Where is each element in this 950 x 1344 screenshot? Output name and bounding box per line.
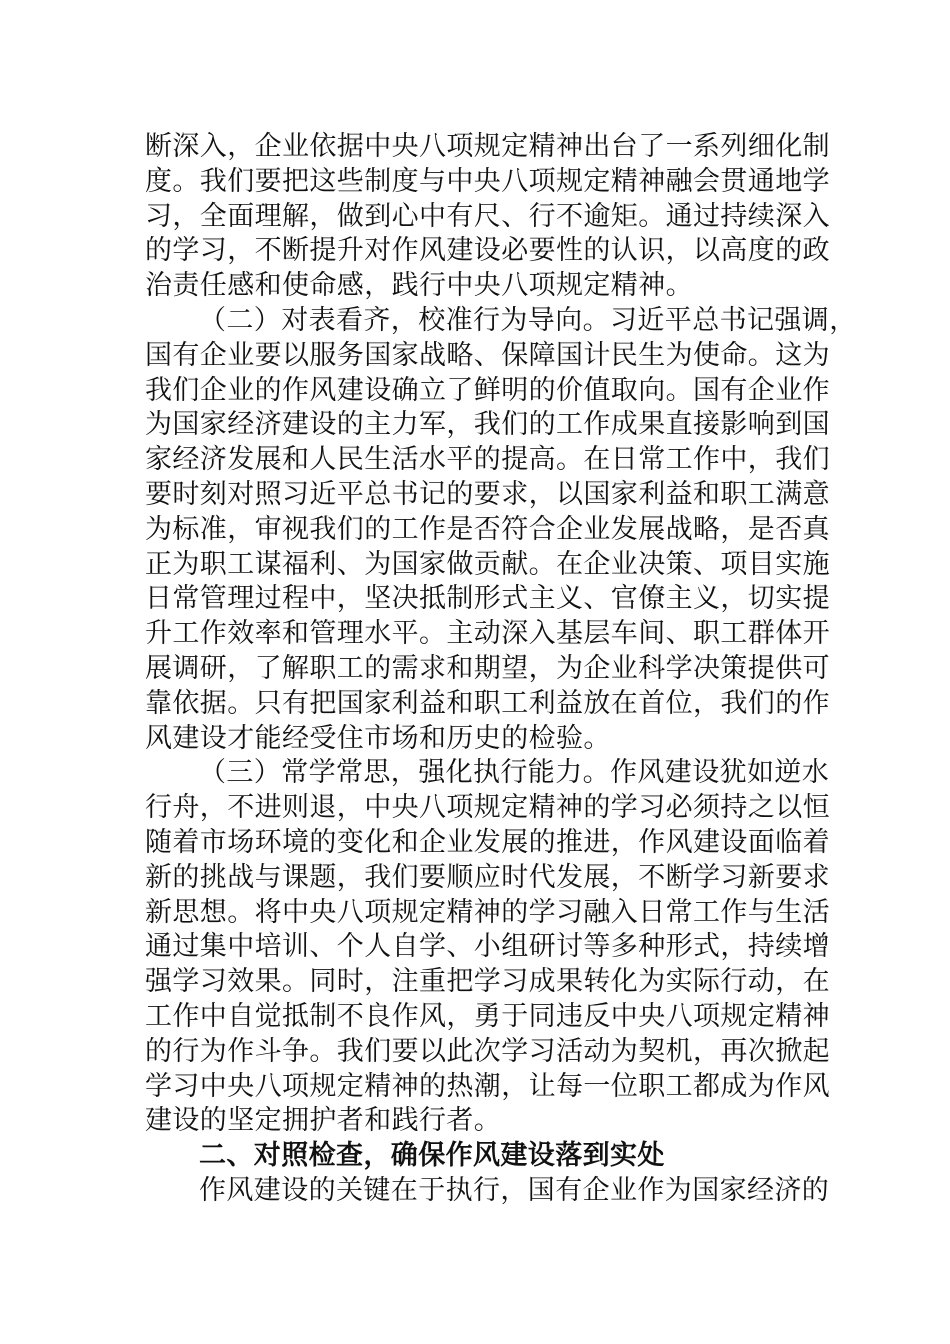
text-line: 靠依据。只有把国家利益和职工利益放在首位，我们的作	[145, 687, 830, 719]
text-line: 强学习效果。同时，注重把学习成果转化为实际行动，在	[145, 966, 830, 998]
text-line: 随着市场环境的变化和企业发展的推进，作风建设面临着	[145, 826, 830, 858]
text-line: 我们企业的作风建设确立了鲜明的价值取向。国有企业作	[145, 374, 830, 406]
text-line: 通过集中培训、个人自学、小组研讨等多种形式，持续增	[145, 931, 830, 963]
text-line: 新思想。将中央八项规定精神的学习融入日常工作与生活	[145, 896, 830, 928]
text-line: 的学习，不断提升对作风建设必要性的认识，以高度的政	[145, 235, 830, 267]
text-line: 为国家经济建设的主力军，我们的工作成果直接影响到国	[145, 409, 830, 441]
text-line: 度。我们要把这些制度与中央八项规定精神融会贯通地学	[145, 165, 830, 197]
text-line: 风建设才能经受住市场和历史的检验。	[145, 722, 611, 754]
text-line: 国有企业要以服务国家战略、保障国计民生为使命。这为	[145, 339, 830, 371]
text-line: 要时刻对照习近平总书记的要求，以国家利益和职工满意	[145, 478, 830, 510]
text-line: 学习中央八项规定精神的热潮，让每一位职工都成为作风	[145, 1070, 830, 1102]
text-line: 家经济发展和人民生活水平的提高。在日常工作中，我们	[145, 444, 830, 476]
text-line: 作风建设的关键在于执行，国有企业作为国家经济的	[199, 1174, 830, 1206]
text-line: 工作中自觉抵制不良作风，勇于同违反中央八项规定精神	[145, 1000, 830, 1032]
text-line: 行舟，不进则退，中央八项规定精神的学习必须持之以恒	[145, 792, 830, 824]
text-line: 日常管理过程中，坚决抵制形式主义、官僚主义，切实提	[145, 583, 830, 615]
text-line: 展调研，了解职工的需求和期望，为企业科学决策提供可	[145, 652, 830, 684]
text-line: 习，全面理解，做到心中有尺、行不逾矩。通过持续深入	[145, 200, 830, 232]
text-line: 升工作效率和管理水平。主动深入基层车间、职工群体开	[145, 618, 830, 650]
text-line: 为标准，审视我们的工作是否符合企业发展战略，是否真	[145, 513, 830, 545]
text-line: 正为职工谋福利、为国家做贡献。在企业决策、项目实施	[145, 548, 830, 580]
section-heading: 二、对照检查，确保作风建设落到实处	[199, 1140, 665, 1172]
body-text	[145, 130, 857, 1209]
text-line: 断深入，企业依据中央八项规定精神出台了一系列细化制	[145, 131, 830, 162]
text-line: （二）对表看齐，校准行为导向。习近平总书记强调，	[199, 304, 857, 336]
text-line: 建设的坚定拥护者和践行者。	[145, 1105, 502, 1137]
text-line: 新的挑战与课题，我们要顺应时代发展，不断学习新要求	[145, 861, 830, 893]
text-line: 治责任感和使命感，践行中央八项规定精神。	[145, 270, 693, 302]
text-line: 的行为作斗争。我们要以此次学习活动为契机，再次掀起	[145, 1035, 830, 1067]
text-line: （三）常学常思，强化执行能力。作风建设犹如逆水	[199, 757, 830, 789]
